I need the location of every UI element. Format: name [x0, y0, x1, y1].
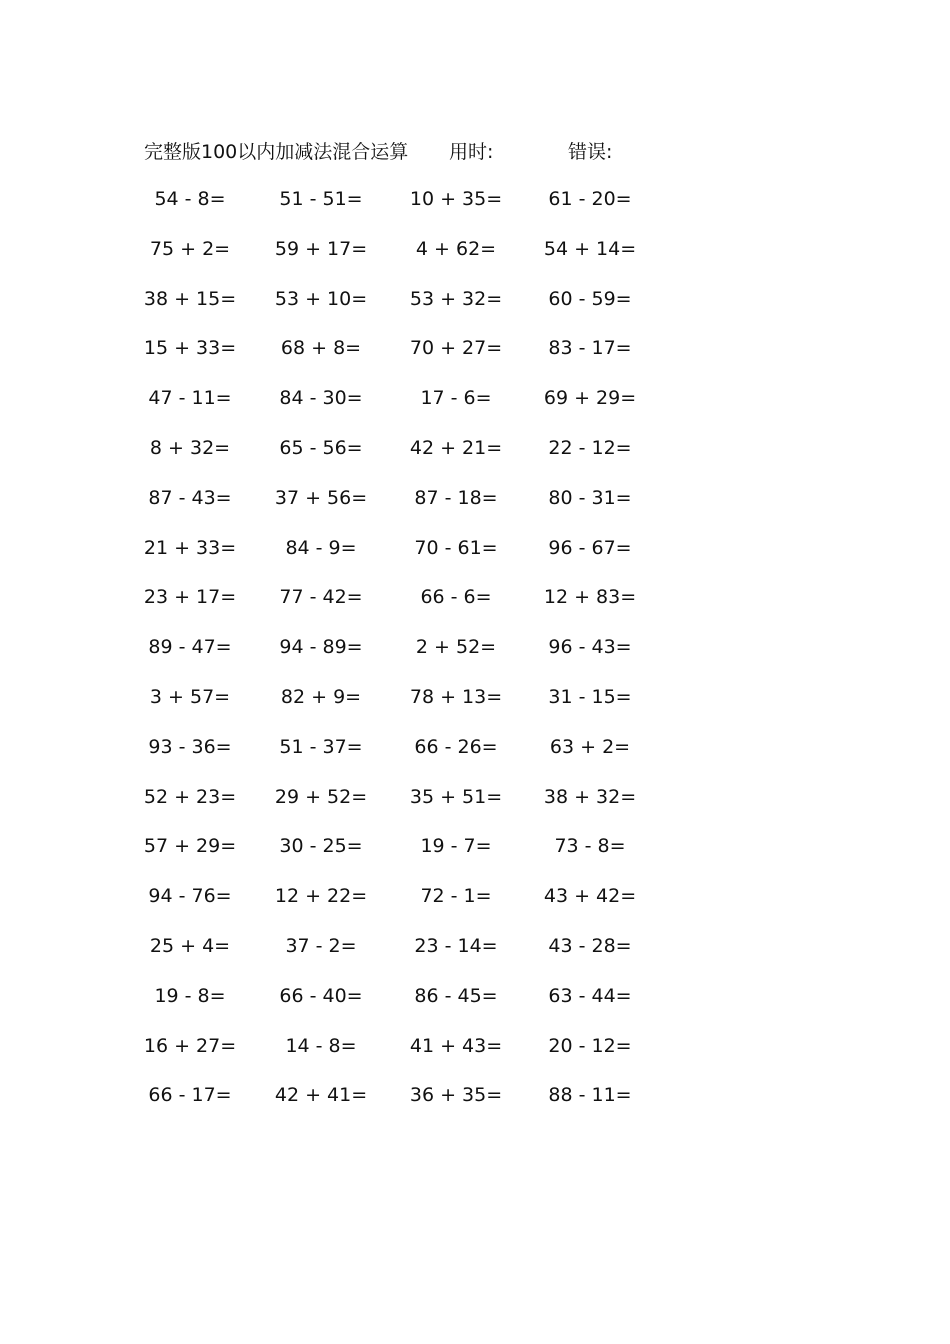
problem-item: 66 - 26=: [414, 735, 498, 758]
problem-item: 52 + 23=: [143, 785, 237, 808]
problem-row: [0, 832, 950, 882]
problem-item: 38 + 15=: [143, 287, 237, 310]
problem-item: 84 - 9=: [285, 536, 357, 559]
problem-row: [0, 633, 950, 683]
problem-item: 66 - 40=: [279, 984, 363, 1007]
problem-item: 87 - 18=: [414, 486, 498, 509]
problem-item: 23 - 14=: [414, 934, 498, 957]
problem-item: 14 - 8=: [285, 1034, 357, 1057]
problem-row: [0, 1081, 950, 1131]
problem-item: 57 + 29=: [143, 835, 237, 858]
worksheet-title: 完整版100以内加减法混合运算: [144, 141, 409, 163]
problem-item: 77 - 42=: [279, 586, 363, 609]
problem-item: 51 - 37=: [279, 735, 363, 758]
problem-item: 2 + 52=: [415, 636, 497, 659]
problem-row: [0, 982, 950, 1032]
problem-item: 93 - 36=: [148, 735, 232, 758]
problem-item: 43 - 28=: [548, 934, 632, 957]
problem-item: 4 + 62=: [415, 237, 497, 260]
problem-item: 21 + 33=: [143, 536, 237, 559]
problem-item: 70 + 27=: [409, 337, 503, 360]
problem-row: [0, 932, 950, 982]
problem-item: 43 + 42=: [543, 885, 637, 908]
problem-row: [0, 1032, 950, 1082]
problem-item: 75 + 2=: [149, 237, 231, 260]
problem-item: 94 - 76=: [148, 885, 232, 908]
problem-item: 12 + 22=: [274, 885, 368, 908]
problem-item: 89 - 47=: [148, 636, 232, 659]
problem-item: 63 - 44=: [548, 984, 632, 1007]
problem-item: 83 - 17=: [548, 337, 632, 360]
problem-item: 82 + 9=: [280, 685, 362, 708]
problem-item: 17 - 6=: [420, 387, 492, 410]
problem-item: 19 - 8=: [154, 984, 226, 1007]
problem-item: 15 + 33=: [143, 337, 237, 360]
problem-row: [0, 185, 950, 235]
problem-item: 25 + 4=: [149, 934, 231, 957]
problem-item: 20 - 12=: [548, 1034, 632, 1057]
problem-item: 29 + 52=: [274, 785, 368, 808]
problem-item: 54 + 14=: [543, 237, 637, 260]
problem-item: 59 + 17=: [274, 237, 368, 260]
problem-item: 88 - 11=: [548, 1084, 632, 1107]
problem-item: 86 - 45=: [414, 984, 498, 1007]
problem-item: 16 + 27=: [143, 1034, 237, 1057]
error-label: 错误:: [568, 141, 613, 163]
problem-item: 94 - 89=: [279, 636, 363, 659]
problem-item: 96 - 67=: [548, 536, 632, 559]
problem-item: 31 - 15=: [548, 685, 632, 708]
problem-item: 51 - 51=: [279, 188, 363, 210]
problem-item: 36 + 35=: [409, 1084, 503, 1107]
problem-item: 37 + 56=: [274, 486, 368, 509]
problem-item: 19 - 7=: [420, 835, 492, 858]
problem-item: 35 + 51=: [409, 785, 503, 808]
problem-item: 8 + 32=: [149, 436, 231, 459]
problem-row: [0, 683, 950, 733]
problem-item: 73 - 8=: [554, 835, 626, 858]
problem-item: 84 - 30=: [279, 387, 363, 410]
problem-row: [0, 583, 950, 633]
problem-item: 3 + 57=: [149, 685, 231, 708]
problem-item: 30 - 25=: [279, 835, 363, 858]
problem-item: 12 + 83=: [543, 586, 637, 609]
problem-item: 69 + 29=: [543, 387, 637, 410]
problem-row: [0, 783, 950, 833]
worksheet-header: [0, 137, 950, 165]
problem-item: 70 - 61=: [414, 536, 498, 559]
problem-item: 66 - 17=: [148, 1084, 232, 1107]
problem-row: [0, 534, 950, 584]
problem-row: [0, 285, 950, 335]
problem-item: 47 - 11=: [148, 387, 232, 410]
problem-row: [0, 384, 950, 434]
problem-item: 65 - 56=: [279, 436, 363, 459]
problem-row: [0, 235, 950, 285]
problem-item: 10 + 35=: [409, 188, 503, 210]
problem-item: 63 + 2=: [549, 735, 631, 758]
problem-item: 37 - 2=: [285, 934, 357, 957]
problem-item: 60 - 59=: [548, 287, 632, 310]
time-label: 用时:: [449, 141, 494, 163]
problem-row: [0, 334, 950, 384]
problem-item: 42 + 41=: [274, 1084, 368, 1107]
problem-item: 96 - 43=: [548, 636, 632, 659]
problem-item: 42 + 21=: [409, 436, 503, 459]
problem-item: 80 - 31=: [548, 486, 632, 509]
problem-item: 72 - 1=: [420, 885, 492, 908]
problem-item: 68 + 8=: [280, 337, 362, 360]
problem-item: 78 + 13=: [409, 685, 503, 708]
problem-row: [0, 733, 950, 783]
problem-grid: [0, 185, 950, 1131]
problem-item: 23 + 17=: [143, 586, 237, 609]
problem-item: 53 + 10=: [274, 287, 368, 310]
problem-item: 61 - 20=: [548, 188, 632, 210]
problem-item: 41 + 43=: [409, 1034, 503, 1057]
problem-row: [0, 484, 950, 534]
problem-item: 54 - 8=: [154, 188, 226, 210]
problem-item: 66 - 6=: [420, 586, 492, 609]
problem-row: [0, 434, 950, 484]
problem-row: [0, 882, 950, 932]
problem-item: 87 - 43=: [148, 486, 232, 509]
problem-item: 53 + 32=: [409, 287, 503, 310]
problem-item: 22 - 12=: [548, 436, 632, 459]
problem-item: 38 + 32=: [543, 785, 637, 808]
